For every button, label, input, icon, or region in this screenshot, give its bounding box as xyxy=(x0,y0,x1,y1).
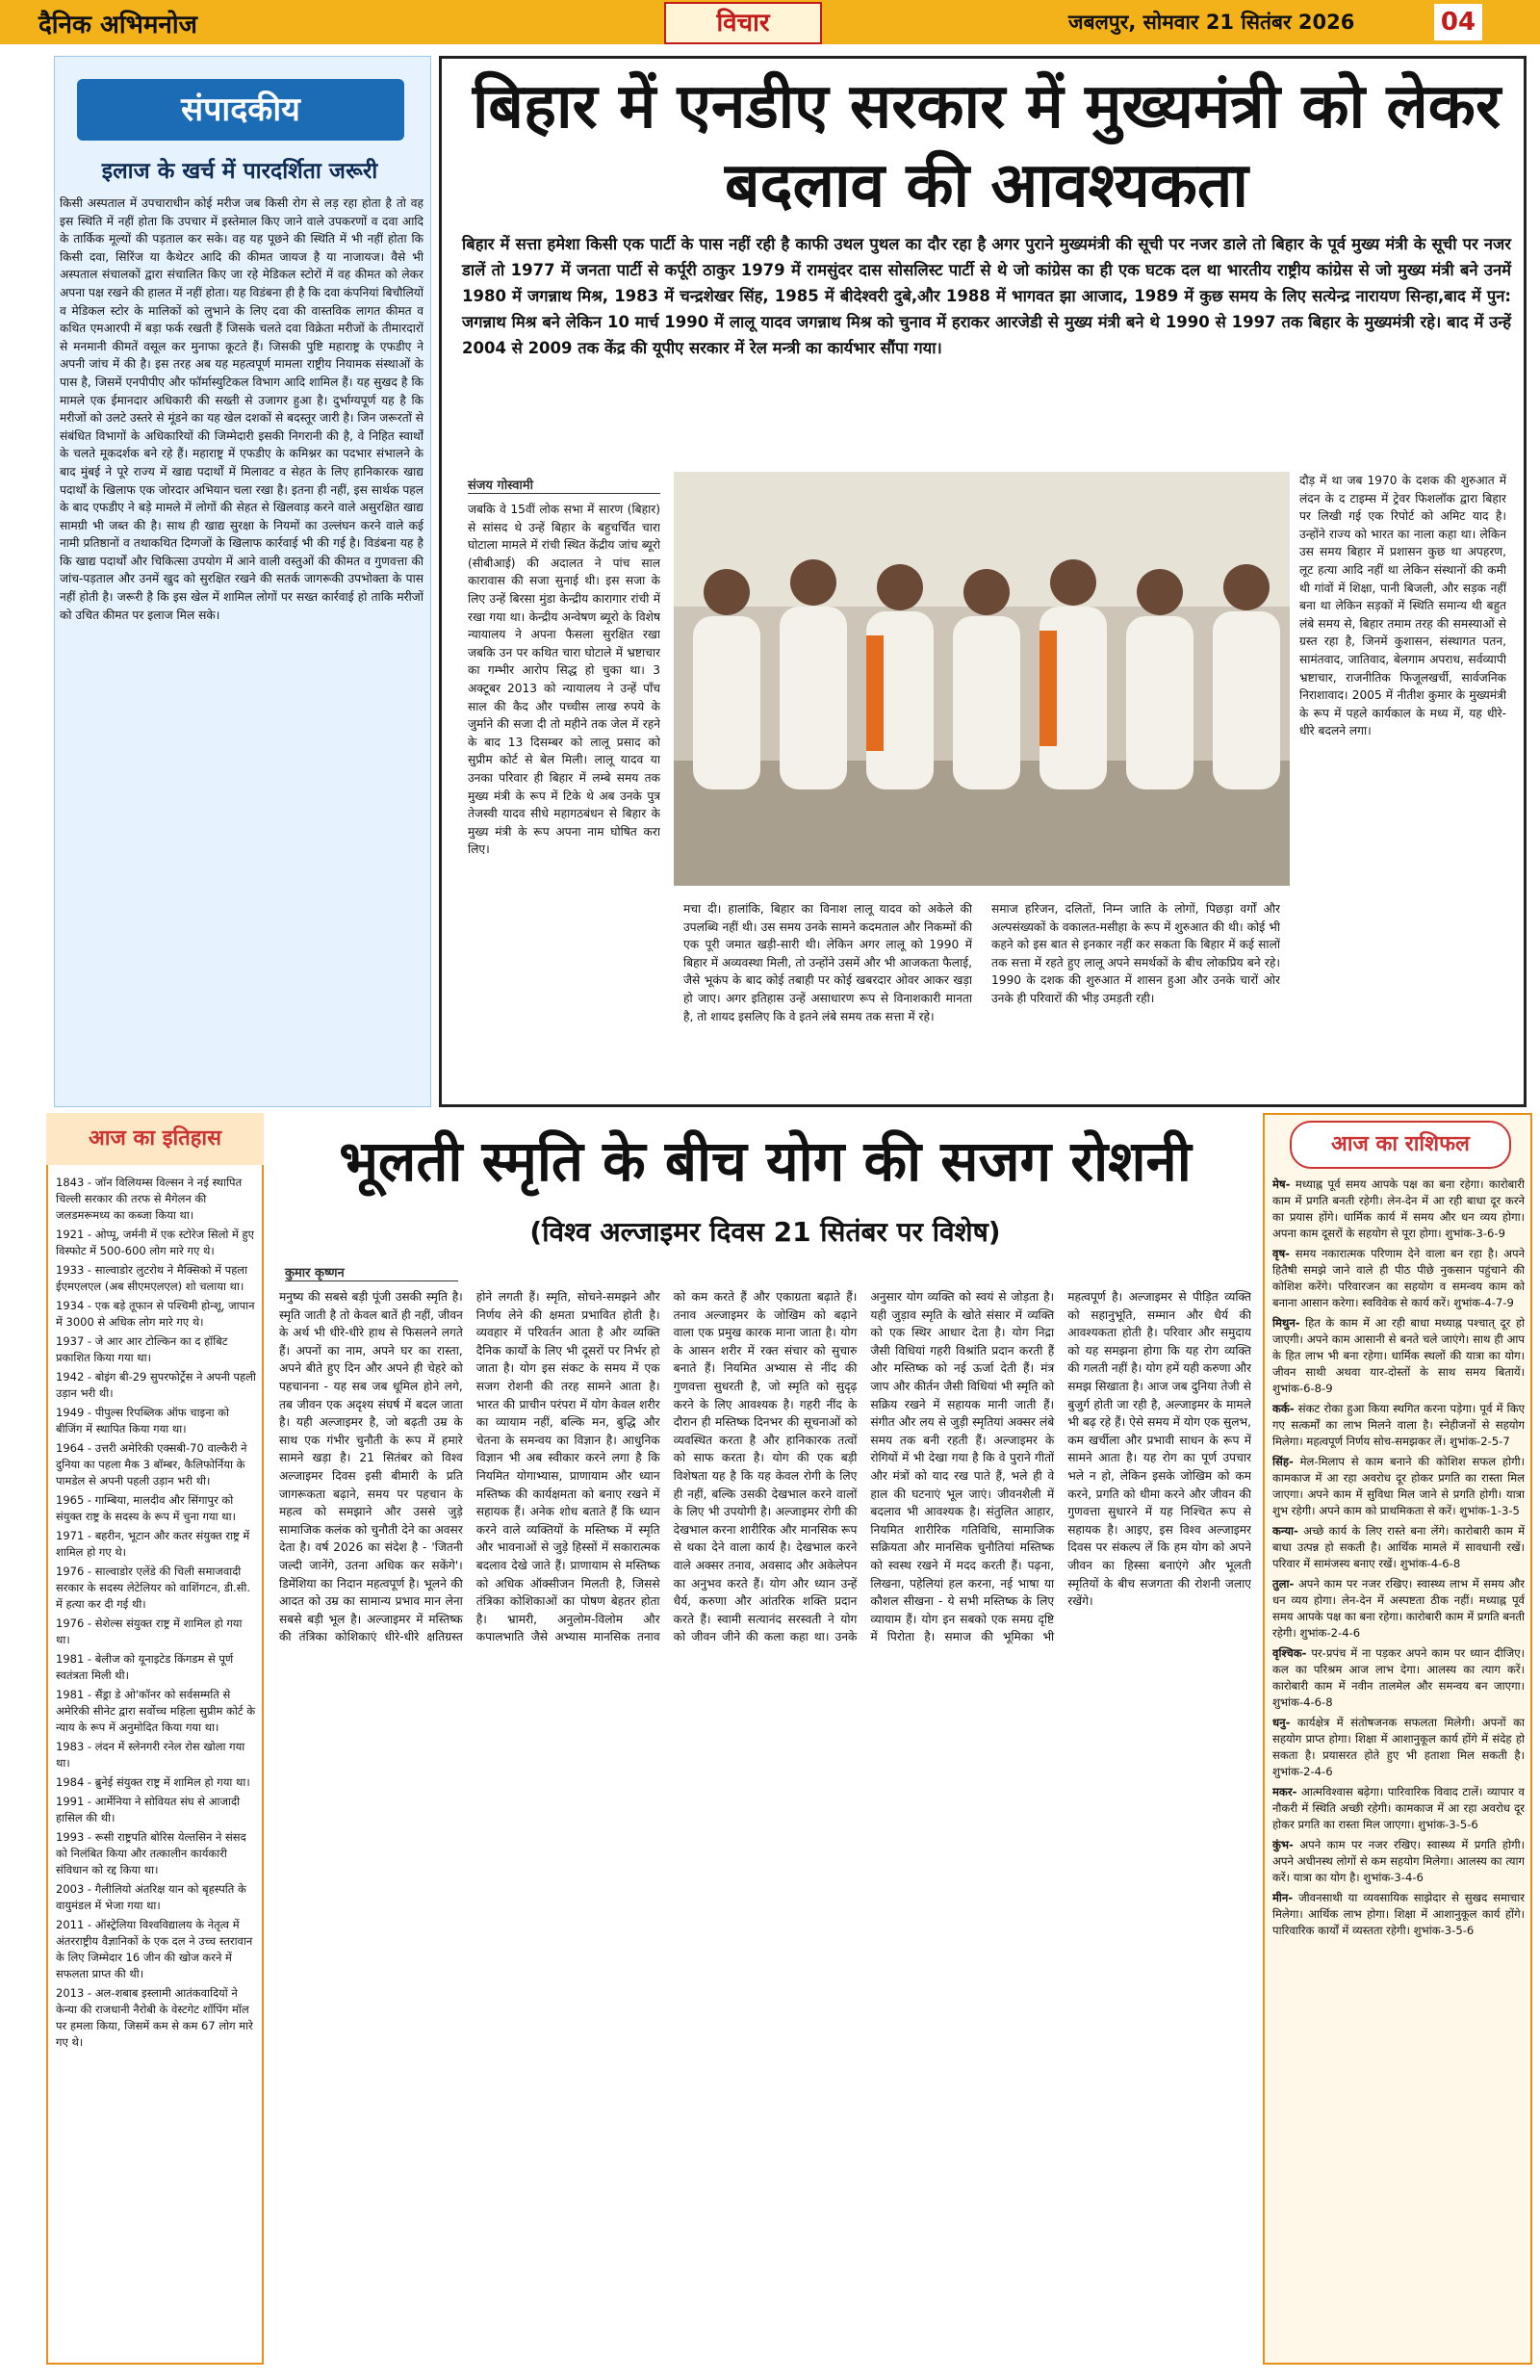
lead-column-3: समाज हरिजन, दलितों, निम्न जाति के लोगों, पिछड़ा वर्गों और अल्पसंख्यकों के वकालत-मसीहा के रूप में शुरुआत की थी। कोई भी कहने को इस बात से इनकार नहीं कर सकता कि बिहार में कई सालों तक सत्ता में रहते हुए लालू अपने समर्थकों के बीच लोकप्रिय बने रहे। 1990 के दशक की शुरुआत में शासन हुआ और उनके चारों ओर उनके ही परिवारों की भीड़ उमड़ती रही। xyxy=(991,902,1280,1005)
horoscope-sign xyxy=(1272,1401,1525,1450)
sign-text: आत्मविश्वास बढ़ेगा। पारिवारिक विवाद टालें। व्यापार व नौकरी में स्थिति अच्छी रहेगी। कामकाज में आ रहा अवरोध दूर होकर प्रगति का रास्ता मिल जाएगा। शुभांक-3-5-6 xyxy=(1272,1785,1525,1831)
history-item: 2003 - गैलीलियो अंतरिक्ष यान को बृहस्पति के वायुमंडल में भेजा गया था। xyxy=(56,1882,246,1912)
editorial-headline: इलाज के खर्च में पारदर्शिता जरूरी xyxy=(101,159,378,184)
sign-text: अपने काम पर नजर रखिए। स्वास्थ्य लाभ में समय और धन व्यय होगा। लेन-देन में अस्पष्टता ठीक नहीं। मध्याह्न पूर्व समय आपके पक्ष का बना रहेगा। कारोबारी काम में प्रगति बनती रहेगी। शुभांक-2-4-6 xyxy=(1272,1577,1525,1640)
lead-column-1: जबकि वे 15वीं लोक सभा में सारण (बिहार) से सांसद थे उन्हें बिहार के बहुचर्चित चारा घोटाला मामले में रांची स्थित केंद्रीय जांच ब्यूरो (सीबीआई) की अदालत ने पांच साल कारावास की सजा सुनाई थी। इस सजा के लिए उन्हें बिरसा मुंडा केन्द्रीय कारागार रांची में रखा गया था। केन्द्रीय अन्वेषण ब्यूरो के विशेष न्यायालय ने अपना फैसला सुरक्षित रखा जबकि उन पर कथित चारा घोटाले में भ्रष्टाचार का गम्भीर आरोप सिद्ध हो चुका था। 3 अक्टूबर 2013 को न्यायालय ने उन्हें पाँच साल की कैद और पच्चीस लाख रुपये के जुर्माने की सजा दी तो महीने तक जेल में रहने के बाद 13 दिसम्बर को लालू प्रसाद को सुप्रीम कोर्ट से बेल मिली। लालू यादव या उनका परिवार ही बिहार में लम्बे समय तक मुख्य मंत्री के रूप में टिके थे अब उनके पुत्र तेजस्वी यादव सीधे महागठबंधन से बिहार के मुख्य मंत्री के रूप अपना नाम घोषित करा लिए। xyxy=(468,503,660,857)
sign-name: मकर- xyxy=(1272,1785,1297,1798)
meeting-photo-image xyxy=(674,472,1290,886)
lead-intro: बिहार में सत्ता हमेशा किसी एक पार्टी के पास नहीं रही है काफी उथल पुथल का दौर रहा है अगर पुराने मुख्यमंत्री की सूची पर नजर डाले तो बिहार के पूर्व मुख्य मंत्री के सूची पर नजर डालें तो 1977 में जनता पार्टी से कर्पूरी ठाकुर 1979 में रामसुंदर दास सोसलिस्ट पार्टी से थे जो कांग्रेस का ही एक घटक दल था भारतीय राष्ट्रीय कांग्रेस से जो मुख्य मंत्री बने उनमें 1980 में जगन्नाथ मिश्र, 1983 में चन्द्रशेखर सिंह, 1985 में बीदेश्वरी दुबे,और 1988 में भागवत झा आजाद, 1989 में कुछ समय के लिए सत्येन्द्र नारायण सिन्हा,बाद में पुन: जगन्नाथ मिश्र बने लेकिन 10 मार्च 1990 में लालू यादव जगन्नाथ मिश्र को चुनाव में हराकर आरजेडी से मुख्य मंत्री बने थे 1990 से 1997 तक बिहार के मुख्यमंत्री रहे। बाद में उन्हें 2004 से 2009 तक केंद्र की यूपीए सरकार में रेल मन्त्री का कार्यभार सौंपा गया। xyxy=(462,235,1511,357)
sign-text: जीवनसाथी या व्यवसायिक साझेदार से सुखद समाचार मिलेगा। आर्थिक लाभ होगा। शिक्षा में आशानुकूल कार्य होंगे। पारिवारिक कार्यों में व्यस्तता रहेगी। शुभांक-3-5-6 xyxy=(1272,1891,1525,1937)
sign-name: वृश्चिक- xyxy=(1272,1646,1307,1660)
horoscope-label: आज का राशिफल xyxy=(1290,1121,1511,1169)
history-item: 1993 - रूसी राष्ट्रपति बोरिस येल्तसिन ने संसद को निलंबित किया और तत्कालीन कार्यकारी संविधान को रद्द किया था। xyxy=(56,1830,246,1876)
history-item: 1965 - गाम्बिया, मालदीव और सिंगापुर को संयुक्त राष्ट्र के सदस्य के रूप में चुना गया था। xyxy=(56,1493,236,1523)
sign-text: अच्छे कार्य के लिए रास्ते बना लेंगे। कारोबारी काम में बाधा उत्पन्न हो सकती है। आर्थिक मामले में सावधानी रखें। परिवार में सामंजस्य बनाए रखें। शुभांक-4-6-8 xyxy=(1272,1524,1525,1570)
horoscope-sign xyxy=(1272,1576,1525,1642)
horoscope-sign xyxy=(1272,1837,1525,1886)
sign-name: कुंभ- xyxy=(1272,1838,1294,1851)
dateline: जबलपुर, सोमवार 21 सितंबर 2026 xyxy=(1068,11,1355,34)
history-item: 1991 - आर्मेनिया ने सोवियत संघ से आजादी हासिल की थी। xyxy=(56,1795,241,1824)
history-list xyxy=(56,1175,258,2357)
horoscope-sign xyxy=(1272,1715,1525,1780)
history-item: 1976 - सेशेल्स संयुक्त राष्ट्र में शामिल हो गया था। xyxy=(56,1617,243,1646)
page-number: 04 xyxy=(1434,4,1482,40)
sign-name: धनु- xyxy=(1272,1716,1291,1729)
history-item: 1981 - सैंड्रा डे ओ'कॉनर को सर्वसम्मति से अमेरिकी सीनेट द्वारा सर्वोच्च महिला सुप्रीम कोर्ट के न्याय के रूप में अनुमोदित किया गया था। xyxy=(56,1688,256,1734)
editorial-body: किसी अस्पताल में उपचाराधीन कोई मरीज जब किसी रोग से लड़ रहा होता है तो वह इस स्थिति में नहीं होता कि उपचार में इस्तेमाल किए जाने वाले उपकरणों व दवा आदि के तार्किक मूल्यों की पड़ताल कर सके। वह यह पूछने की स्थिति में भी नहीं होता कि किसी दवा, सिरिंज या कैथेटर आदि की कीमत जायज है या नाजायज। वैसे भी अस्पताल संचालकों द्वारा संचालित किए जा रहे मेडिकल स्टोरों में वह कीमत को लेकर अपना पक्ष रखने की हालत में नहीं होता। यह विडंबना ही है कि दवा कंपनियां बिचौलियों व मेडिकल स्टोर के मालिकों को लुभाने के लिए दवा की वास्तविक लागत कीमत व कथित एमआरपी में बड़ा फर्क रखती हैं जिसके चलते दवा विक्रेता मरीजों के तीमारदारों से मनमानी कीमतें वसूल कर मुनाफा कूटते हैं। जिसकी पुष्टि महाराष्ट्र के एफडीए ने अपनी जांच में की है। इस तरह अब यह महत्वपूर्ण मामला राष्ट्रीय नियामक संस्थाओं के पास है, जिसमें एनपीपीए और फॉर्मास्युटिकल विभाग आदि शामिल हैं। यह सुखद है कि मामले एक ईमानदार अधिकारी की सख्ती से उजागर हुआ है। दुर्भाग्यपूर्ण यह है कि मरीजों को उलटे उस्तरे से मूंडने का यह खेल दशकों से बदस्तूर जारी है। जिन जरूरतों से संबंधित विभागों के अधिकारियों की जिम्मेदारी इसकी निगरानी की है, वे निहित स्वार्थों के चलते मूकदर्शक बने रहे हैं। महाराष्ट्र में एफडीए के कमिश्नर का पदभार संभालने के बाद मुंबई ने पूरे राज्य में खाद्य पदार्थों में मिलावट व सेहत के लिए हानिकारक खाद्य पदार्थों के खिलाफ एक जोरदार अभियान चला रखा है। इतना ही नहीं, इस सार्थक पहल के बाद एफडीए ने बड़े मामले में लोगों की सेहत से खिलवाड़ करने वाले असुरक्षित खाद्य सामग्री भी जब्त की है। साथ ही खाद्य सुरक्षा के नियमों का उल्लंघन करने वाले कई नामी प्रतिष्ठानों व तथाकथित दिग्गजों के खिलाफ कार्रवाई भी की गई है। विडंबना यह है कि खाद्य पदार्थों और चिकित्सा उपयोग में आने वाली वस्तुओं की कीमत व गुणवत्ता की जांच-पड़ताल और उनमें खुद को सुरक्षित रखने की सतर्क जागरूकी उपभोक्ता के पास नहीं होती है। जरूरी है कि इस खेल में शामिल लोगों पर सख्त कार्रवाई हो ताकि मरीजों को उचित कीमत पर इलाज मिल सके। xyxy=(60,196,424,622)
history-item: 1942 - बोइंग बी-29 सुपरफोर्ट्रेस ने अपनी पहली उड़ान भरी थी। xyxy=(56,1370,256,1400)
horoscope-sign xyxy=(1272,1890,1525,1939)
sign-text: मेल-मिलाप से काम बनाने की कोशिश सफल होगी। कामकाज में आ रहा अवरोध दूर होकर प्रगति का रास्ता मिल जाएगा। अपने काम में सुविधा मिल जाने से प्रगति होगी। यात्रा शुभ रहेगी। अपने काम को प्राथमिकता से करें। शुभांक-1-3-5 xyxy=(1272,1455,1525,1517)
masthead-logo: दैनिक अभिमनोज xyxy=(38,11,197,39)
history-item: 2013 - अल-शबाब इस्लामी आतंकवादियों ने केन्या की राजधानी नैरोबी के वेस्टगेट शॉपिंग मॉल पर हमला किया, जिसमें कम से कम 67 लोग मारे गए थे। xyxy=(56,1986,253,2049)
history-label: आज का इतिहास xyxy=(46,1113,264,1165)
history-item: 1933 - साल्वाडोर लुटरोथ ने मैक्सिको में पहला ईएमएलएल (अब सीएमएलएल) शो चलाया था। xyxy=(56,1263,248,1293)
horoscope-sign xyxy=(1272,1784,1525,1833)
history-item: 1921 - ओप्पू, जर्मनी में एक स्टोरेज सिलो में हुए विस्फोट में 500-600 लोग मारे गए थे। xyxy=(56,1228,255,1257)
history-item: 1981 - बेलीज को यूनाइटेड किंगडम से पूर्ण स्वतंत्रता मिली थी। xyxy=(56,1652,234,1682)
lead-headline: बिहार में एनडीए सरकार में मुख्यमंत्री को लेकर बदलाव की आवश्यकता xyxy=(472,71,1502,221)
history-item: 1949 - पीपुल्स रिपब्लिक ऑफ चाइना को बीजिंग में स्थापित किया गया था। xyxy=(56,1406,230,1436)
yoga-body: मनुष्य की सबसे बड़ी पूंजी उसकी स्मृति है। स्मृति जाती है तो केवल बातें ही नहीं, जीवन के अर्थ भी धीरे-धीरे हाथ से फिसलने लगते हैं। अपनों का नाम, अपने घर का रास्ता, अपने बीते हुए दिन और अपने ही चेहरे को पहचानना - यह सब जब धूमिल होने लगे, तब जीवन एक अदृश्य संघर्ष में बदल जाता है। यही अल्जाइमर है, जो बढ़ती उम्र के साथ एक गंभीर चुनौती के रूप में हमारे सामने खड़ा है। 21 सितंबर को विश्व अल्जाइमर दिवस इसी बीमारी के प्रति जागरूकता बढ़ाने, समय पर पहचान के महत्व को समझाने और उससे जुड़े सामाजिक कलंक को चुनौती देने का अवसर देता है। वर्ष 2026 का संदेश है - 'जितनी जल्दी जानेंगे, उतना अधिक कर सकेंगे'। डिमेंशिया का निदान महत्वपूर्ण है। भूलने की आदत को उम्र का सामान्य प्रभाव मान लेना सबसे बड़ी भूल है। अल्जाइमर में मस्तिष्क की तंत्रिका कोशिकाएं धीरे-धीरे क्षतिग्रस्त होने लगती हैं। स्मृति, सोचने-समझने और निर्णय लेने की क्षमता प्रभावित होती है। व्यवहार में परिवर्तन आता है और व्यक्ति दैनिक कार्यों के लिए भी दूसरों पर निर्भर हो जाता है। योग इस संकट के समय में एक सजग रोशनी की तरह सामने आता है। भारत की प्राचीन परंपरा में योग केवल शरीर का व्यायाम नहीं, बल्कि मन, बुद्धि और चेतना के समन्वय का विज्ञान है। आधुनिक विज्ञान भी अब स्वीकार करने लगा है कि नियमित योगाभ्यास, प्राणायाम और ध्यान मस्तिष्क की कार्यक्षमता को बनाए रखने में सहायक हैं। अनेक शोध बताते हैं कि ध्यान करने वाले व्यक्तियों के मस्तिष्क में स्मृति और भावनाओं से जुड़े हिस्सों में सकारात्मक बदलाव देखे जाते हैं। प्राणायाम से मस्तिष्क को अधिक ऑक्सीजन मिलती है, जिससे तंत्रिका कोशिकाओं का पोषण बेहतर होता है। भ्रामरी, अनुलोम-विलोम और कपालभाति जैसे अभ्यास मानसिक तनाव को कम करते हैं और एकाग्रता बढ़ाते हैं। तनाव अल्जाइमर के जोखिम को बढ़ाने वाला एक प्रमुख कारक माना जाता है। योग के आसन शरीर में रक्त संचार को सुचारु बनाते हैं। नियमित अभ्यास से नींद की गुणवत्ता सुधरती है, जो स्मृति को सुदृढ़ करने के लिए आवश्यक है। गहरी नींद के दौरान ही मस्तिष्क दिनभर की सूचनाओं को व्यवस्थित करता है और हानिकारक तत्वों को साफ करता है। योग की एक बड़ी विशेषता यह है कि यह केवल रोगी के लिए ही नहीं, बल्कि उसकी देखभाल करने वालों के लिए भी उपयोगी है। अल्जाइमर रोगी की देखभाल करना शारीरिक और मानसिक रूप से थका देने वाला कार्य है। देखभाल करने वाले अक्सर तनाव, अवसाद और अकेलेपन का अनुभव करते हैं। योग और ध्यान उन्हें धैर्य, करुणा और आंतरिक शक्ति प्रदान करते हैं। स्वामी सत्यानंद सरस्वती ने योग को जीवन जीने की कला कहा था। उनके अनुसार योग व्यक्ति को स्वयं से जोड़ता है। यही जुड़ाव स्मृति के खोते संसार में व्यक्ति को एक स्थिर आधार देता है। योग निद्रा जैसी विधियां गहरी विश्रांति प्रदान करती हैं और मस्तिष्क को नई ऊर्जा देती हैं। मंत्र जाप और कीर्तन जैसी विधियां भी स्मृति को सक्रिय रखने में सहायक मानी जाती हैं। संगीत और लय से जुड़ी स्मृतियां अक्सर लंबे समय तक बनी रहती हैं। अल्जाइमर के रोगियों में भी देखा गया है कि वे पुराने गीतों और मंत्रों को याद रख पाते हैं, भले ही वे हाल की घटनाएं भूल जाएं। जीवनशैली में बदलाव भी आवश्यक है। संतुलित आहार, नियमित शारीरिक गतिविधि, सामाजिक सक्रियता और मानसिक चुनौतियां मस्तिष्क को स्वस्थ रखने में मदद करती हैं। पढ़ना, लिखना, पहेलियां हल करना, नई भाषा या कौशल सीखना - ये सभी मस्तिष्क के लिए व्यायाम हैं। योग इन सबको एक समग्र दृष्टि में पिरोता है। समाज की भूमिका भी महत्वपूर्ण है। अल्जाइमर से पीड़ित व्यक्ति को सहानुभूति, सम्मान और धैर्य की आवश्यकता होती है। परिवार और समुदाय को यह समझना होगा कि यह रोग व्यक्ति की गलती नहीं है। योग हमें यही करुणा और समझ सिखाता है। आज जब दुनिया तेजी से बुजुर्ग होती जा रही है, अल्जाइमर के मामले भी बढ़ रहे हैं। ऐसे समय में योग एक सुलभ, कम खर्चीला और प्रभावी साधन के रूप में सामने आता है। यह रोग का पूर्ण उपचार भले न हो, लेकिन इसके जोखिम को कम करने, प्रगति को धीमा करने और जीवन की गुणवत्ता सुधारने में यह निश्चित रूप से सहायक है। आइए, इस विश्व अल्जाइमर दिवस पर संकल्प लें कि हम योग को अपने जीवन का हिस्सा बनाएंगे और भूलती स्मृतियों के बीच सजगता की रोशनी जलाए रखेंगे। xyxy=(279,1290,1251,1644)
history-item: 1984 - ब्रुनेई संयुक्त राष्ट्र में शामिल हो गया था। xyxy=(56,1775,250,1789)
editorial-label: संपादकीय xyxy=(77,79,404,141)
lead-column-4: दौड़ में था जब 1970 के दशक की शुरुआत में लंदन के द टाइम्स में ट्रेवर फिशलॉक द्वारा बिहार पर लिखी गई एक रिपोर्ट को अमिट याद है। उन्होंने राज्य को भारत का नाला कहा था। लेकिन उस समय बिहार में प्रशासन कुछ था अपहरण, लूट हत्या आदि नहीं था लेकिन संस्थानों की कमी थी गांवों में शिक्षा, पानी बिजली, और सड़क नहीं बना था लेकिन सड़कों में स्थिति समान्य थी बहुत लंबे समय से, बिहार तमाम तरह की समस्याओं से ग्रस्त रहा है, जिनमें कुशासन, संस्थागत पतन, सामंतवाद, जातिवाद, बेलगाम अपराध, सर्वव्यापी भ्रष्टाचार, राजनीतिक फिजूलखर्ची, सार्वजनिक निराशावाद। 2005 में नीतीश कुमार के मुख्यमंत्री के रूप में पहले कार्यकाल के मध्य में, यह धीरे-धीरे बदलने लगा। xyxy=(1299,474,1506,738)
horoscope-sign xyxy=(1272,1645,1525,1711)
history-item: 1843 - जॉन विलियम्स विल्सन ने नई स्थापित चिल्ली सरकार की तरफ से मैगेलन की जलडमरूमध्य का कब्जा किया था। xyxy=(56,1176,243,1222)
horoscope-sign xyxy=(1272,1177,1525,1242)
sign-name: तुला- xyxy=(1272,1577,1295,1591)
history-item: 1937 - जे आर आर टोल्किन का द हॉबिट प्रकाशित किया गया था। xyxy=(56,1334,228,1364)
horoscope-sign xyxy=(1272,1246,1525,1311)
yoga-subheadline: (विश्व अल्जाइमर दिवस 21 सितंबर पर विशेष) xyxy=(529,1216,1001,1248)
yoga-headline: भूलती स्मृति के बीच योग की सजग रोशनी xyxy=(339,1128,1192,1194)
history-item: 1934 - एक बड़े तूफान से पश्चिमी होन्शू, जापान में 3000 से अधिक लोग मारे गए थे। xyxy=(56,1299,255,1329)
sign-text: हित के काम में आ रही बाधा मध्याह्न पश्चात् दूर हो जाएगी। अपने काम आसानी से बनते चले जाएंगे। साथ ही आप के हित लाभ भी बना रहेगा। धार्मिक स्थलों की यात्रा का योग। जीवन साथी अथवा यार-दोस्तों के साथ समय बितायें। शुभांक-6-8-9 xyxy=(1272,1316,1525,1395)
sign-text: पर-प्रपंच में ना पड़कर अपने काम पर ध्यान दीजिए। कल का परिश्रम आज लाभ देगा। आलस्य का त्याग करें। कारोबारी काम में नवीन तालमेल और समन्वय बन जाएगा। शुभांक-4-6-8 xyxy=(1272,1646,1525,1709)
history-item: 1971 - बहरीन, भूटान और कतर संयुक्त राष्ट्र में शामिल हो गए थे। xyxy=(56,1529,250,1559)
history-item: 1976 - साल्वाडोर एलेंडे की चिली समाजवादी सरकार के सदस्य लेटेलियर को वाशिंगटन, डी.सी. में हत्या कर दी गई थी। xyxy=(56,1565,251,1611)
sign-name: कर्क- xyxy=(1272,1402,1295,1415)
sign-name: कन्या- xyxy=(1272,1524,1298,1538)
horoscope-sign xyxy=(1272,1454,1525,1519)
history-item: 1983 - लंदन में स्लेनगरी रनेल रोस खोला गया था। xyxy=(56,1740,245,1770)
sign-name: वृष- xyxy=(1272,1247,1290,1260)
sign-name: मिथुन- xyxy=(1272,1316,1300,1330)
lead-photo xyxy=(674,472,1290,886)
yoga-author-byline: कुमार कृष्णन xyxy=(285,1263,458,1281)
sign-text: संकट रोका हुआ किया स्थगित करना पड़ेगा। पूर्व में किए गए सत्कर्मों का लाभ मिलने वाला है। स्नेहीजनों से सहयोग मिलेगा। महत्वपूर्ण निर्णय सोच-समझकर लें। शुभांक-2-5-7 xyxy=(1272,1402,1525,1448)
horoscope-sign xyxy=(1272,1523,1525,1572)
lead-author-byline: संजय गोस्वामी xyxy=(468,476,660,494)
sign-text: मध्याह्न पूर्व समय आपके पक्ष का बना रहेगा। कारोबारी काम में प्रगति बनती रहेगी। लेन-देन में आ रही बाधा दूर करने का प्रयास होंगे। धार्मिक कार्य में समय और धन व्यय होगा। अपना काम दूसरों के सहयोग से पूरा होगा। शुभांक-3-6-9 xyxy=(1272,1177,1525,1240)
horoscope-list xyxy=(1272,1177,1525,2359)
sign-text: अपने काम पर नजर रखिए। स्वास्थ्य में प्रगति होगी। अपने अधीनस्थ लोगों से कम सहयोग मिलेगा। आलस्य का त्याग करें। यात्रा का योग है। शुभांक-3-4-6 xyxy=(1272,1838,1525,1884)
sign-text: समय नकारात्मक परिणाम देने वाला बन रहा है। अपने हितैषी समझे जाने वाले ही पीठ पीछे नुकसान पहुंचाने की कोशिश करेंगे। परिवारजन का सहयोग व समन्वय काम को बनाना आसान करेगा। स्वविवेक से कार्य करें। शुभांक-4-7-9 xyxy=(1272,1247,1525,1309)
sign-name: सिंह- xyxy=(1272,1455,1294,1468)
sign-name: मीन- xyxy=(1272,1891,1294,1904)
history-item: 2011 - ऑस्ट्रेलिया विश्वविद्यालय के नेतृत्व में अंतरराष्ट्रीय वैज्ञानिकों के एक दल ने उच्च स्तरावान के लिए जिम्मेदार 16 जीन की खोज करने में सफलता प्राप्त की थी। xyxy=(56,1918,253,1980)
lead-column-2: मचा दी। हालांकि, बिहार का विनाश लालू यादव को अकेले की उपलब्धि नहीं थी। उस समय उनके सामने कदमताल और निकम्मों की एक पूरी जमात खड़ी-सारी थी। लेकिन अगर लालू को 1990 में बिहार में अव्यवस्था मिली, तो उन्होंने उसमें और भी आजकता फैलाई, जैसे भूकंप के बाद कोई तबाही पर कोई खबरदार ओवर आकर खड़ा हो जाए। अगर इतिहास उन्हें असाधारण रूप से विनाशकारी मानता है, तो शायद इसलिए कि वे इतने लंबे समय तक सत्ता में रहे। xyxy=(683,902,972,1023)
sign-text: कार्यक्षेत्र में संतोषजनक सफलता मिलेगी। अपनों का सहयोग प्राप्त होगा। शिक्षा में आशानुकूल कार्य होंगे में संदेह हो सकता है। प्रयासरत होते हुए भी हताशा मिल सकती है। शुभांक-2-4-6 xyxy=(1272,1716,1525,1778)
section-label: विचार xyxy=(664,2,822,44)
history-item: 1964 - उत्तरी अमेरिकी एक्सबी-70 वाल्कैरी ने दुनिया का पहला मैक 3 बॉम्बर, कैलिफोर्निया के पामडेल से अपनी पहली उड़ान भरी थी। xyxy=(56,1441,247,1488)
sign-name: मेष- xyxy=(1272,1177,1291,1191)
horoscope-sign xyxy=(1272,1315,1525,1397)
